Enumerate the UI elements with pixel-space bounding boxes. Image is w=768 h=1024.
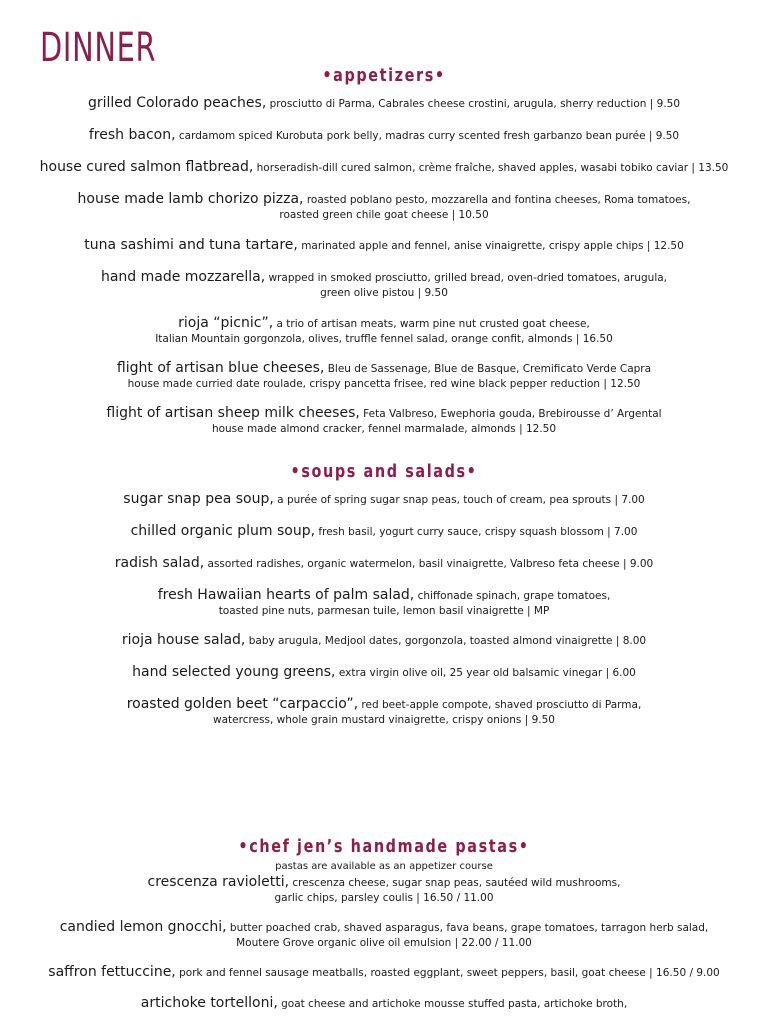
item-desc: horseradish-dill cured salmon, crème fraîche, shaved apples, wasabi tobiko caviar | 13.50 [256, 162, 729, 174]
item-desc: baby arugula, Medjool dates, gorgonzola, toasted almond vinaigrette | 8.00 [248, 635, 647, 647]
item-desc: chiffonade spinach, grape tomatoes, [417, 590, 611, 602]
item-desc: red beet-apple compote, shaved prosciutto di Parma, [361, 699, 642, 711]
item-name: hand selected young greens, [132, 664, 336, 680]
item-desc: assorted radishes, organic watermelon, basil vinaigrette, Valbreso feta cheese | 9.00 [207, 558, 654, 570]
page-title: DINNER [40, 25, 157, 71]
section-title: •chef jen’s handmade pastas• [238, 836, 530, 857]
item-desc-continued: Moutere Grove organic olive oil emulsion | 22.00 / 11.00 [236, 937, 532, 949]
menu-item [0, 191, 768, 223]
section-soups-and-salads [0, 461, 768, 728]
menu-item [0, 995, 768, 1012]
item-desc: a trio of artisan meats, warm pine nut crusted goat cheese, [276, 318, 590, 330]
item-name: fresh bacon, [88, 127, 176, 143]
item-desc: a purée of spring sugar snap peas, touch of cream, pea sprouts | 7.00 [277, 494, 645, 506]
item-desc: cardamom spiced Kurobuta pork belly, madras curry scented fresh garbanzo bean purée | 9.50 [178, 130, 680, 142]
menu-item [0, 587, 768, 619]
item-desc-continued: green olive pistou | 9.50 [320, 287, 448, 299]
item-name: grilled Colorado peaches, [87, 95, 267, 111]
item-name: rioja house salad, [121, 632, 246, 648]
item-desc-continued: roasted green chile goat cheese | 10.50 [279, 209, 489, 221]
item-desc: wrapped in smoked prosciutto, grilled bread, oven-dried tomatoes, arugula, [268, 272, 668, 284]
item-desc-continued: watercress, whole grain mustard vinaigrette, crispy onions | 9.50 [213, 714, 555, 726]
item-desc: extra virgin olive oil, 25 year old balsamic vinegar | 6.00 [338, 667, 636, 679]
menu-item [0, 269, 768, 301]
menu-item [0, 964, 768, 981]
item-name: hand made mozzarella, [100, 269, 266, 285]
item-name: chilled organic plum soup, [130, 523, 316, 539]
item-name: candied lemon gnocchi, [59, 919, 227, 935]
item-desc-continued: toasted pine nuts, parmesan tuile, lemon basil vinaigrette | MP [218, 605, 550, 617]
item-desc-continued: house made almond cracker, fennel marmalade, almonds | 12.50 [211, 423, 557, 435]
menu-item [0, 555, 768, 572]
item-name: roasted golden beet “carpaccio”, [126, 696, 359, 712]
section-appetizers [0, 65, 768, 437]
item-name: artichoke tortelloni, [140, 995, 278, 1011]
section-title: •soups and salads• [290, 461, 478, 482]
item-desc: marinated apple and fennel, anise vinaigrette, crispy apple chips | 12.50 [301, 240, 684, 252]
item-name: fresh Hawaiian hearts of palm salad, [157, 587, 415, 603]
menu-item [0, 632, 768, 649]
item-desc: goat cheese and artichoke mousse stuffed pasta, artichoke broth, [281, 998, 628, 1010]
item-desc-continued: garlic chips, parsley coulis | 16.50 / 11.00 [274, 892, 494, 904]
item-name: rioja “picnic”, [178, 315, 274, 331]
menu-item [0, 874, 768, 906]
menu-item [0, 237, 768, 254]
item-name: flight of artisan sheep milk cheeses, [106, 405, 360, 421]
item-name: house made lamb chorizo pizza, [77, 191, 304, 207]
item-desc: pork and fennel sausage meatballs, roasted eggplant, sweet peppers, basil, goat cheese | 16.50 / 9.00 [179, 967, 720, 979]
item-name: sugar snap pea soup, [123, 491, 274, 507]
item-name: flight of artisan blue cheeses, [116, 360, 325, 376]
section-title: •appetizers• [322, 65, 446, 86]
menu-item [0, 523, 768, 540]
item-desc: Feta Valbreso, Ewephoria gouda, Brebirousse d’ Argental [363, 408, 662, 420]
menu-item [0, 315, 768, 347]
item-name: radish salad, [114, 555, 205, 571]
menu-item [0, 159, 768, 176]
item-desc: roasted poblano pesto, mozzarella and fontina cheeses, Roma tomatoes, [306, 194, 691, 206]
menu-item [0, 664, 768, 681]
menu-item [0, 360, 768, 392]
item-desc: butter poached crab, shaved asparagus, fava beans, grape tomatoes, tarragon herb salad, [229, 922, 709, 934]
item-name: tuna sashimi and tuna tartare, [84, 237, 298, 253]
item-desc: Bleu de Sassenage, Blue de Basque, Cremificato Verde Capra [327, 363, 652, 375]
menu-item [0, 919, 768, 951]
item-name: house cured salmon flatbread, [39, 159, 254, 175]
item-desc-continued: house made curried date roulade, crispy pancetta frisee, red wine black pepper reduction | 12.50 [127, 378, 641, 390]
menu-item [0, 696, 768, 728]
item-desc: crescenza cheese, sugar snap peas, sautéed wild mushrooms, [292, 877, 621, 889]
menu-item [0, 405, 768, 437]
item-name: crescenza ravioletti, [147, 874, 290, 890]
item-desc-continued: Italian Mountain gorgonzola, olives, truffle fennel salad, orange confit, almonds | 16.50 [155, 333, 613, 345]
section-pastas [0, 836, 768, 1012]
menu-item [0, 95, 768, 112]
item-desc: fresh basil, yogurt curry sauce, crispy squash blossom | 7.00 [318, 526, 638, 538]
menu-item [0, 127, 768, 144]
item-name: saffron fettuccine, [48, 964, 176, 980]
section-note: pastas are available as an appetizer course [275, 861, 493, 872]
menu-item [0, 491, 768, 508]
item-desc: prosciutto di Parma, Cabrales cheese crostini, arugula, sherry reduction | 9.50 [269, 98, 681, 110]
